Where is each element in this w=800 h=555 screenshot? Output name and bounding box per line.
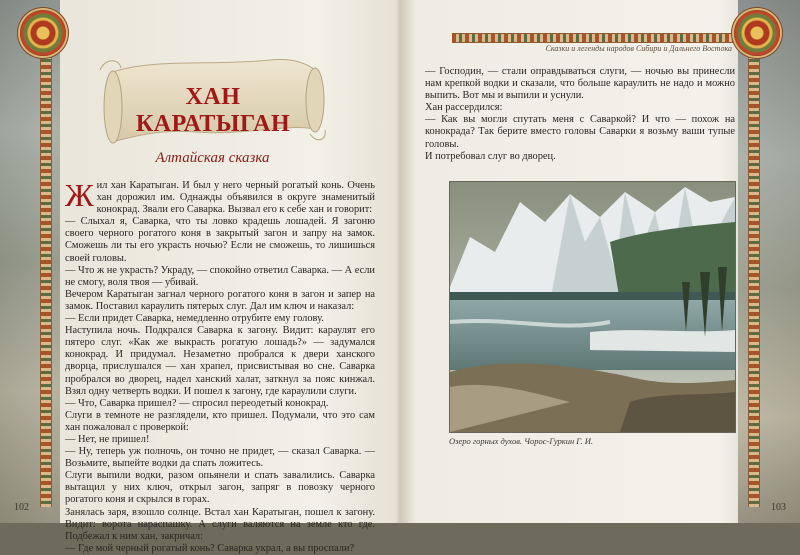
paragraph: Жил хан Каратыган. И был у него черный рогатый конь. Очень хан дорожил им. Однажды объявился в округе знаменитый конокрад. Звали его Саварка. Вызвал его к себе хан и говорит: xyxy=(65,177,375,216)
paragraph: — Что, Саварка пришел? — спросил переодетый конокрад. xyxy=(65,397,329,409)
story-title: ХАН КАРАТЫГАН xyxy=(135,84,291,137)
paragraph: — Господин, — стали оправдываться слуги, — ночью вы принесли нам крепкой водки и сказали, что больше караулить не надо и можно выпить. Вот мы и выпили и уснули. xyxy=(425,66,735,102)
paragraph: Слуги в темноте не разглядели, кто пришел. Подумали, что это сам хан пожаловал с проверкой: xyxy=(65,409,375,433)
paragraph: — Как вы могли спутать меня с Саваркой? И что — похож на конокрада? Так берите вместо головы Саварки я возьму ваши тупые головы. xyxy=(425,114,735,150)
ornament-medallion-right xyxy=(734,10,780,56)
painting-caption: Озеро горных духов. Чорос-Гуркин Г. И. xyxy=(449,436,594,446)
page-number-right: 103 xyxy=(771,502,786,513)
paragraph: — Нет, не пришел! xyxy=(65,433,150,445)
paragraph: Хан рассердился: xyxy=(425,102,503,114)
page-number-left: 102 xyxy=(14,502,29,513)
right-page-text xyxy=(425,66,735,163)
paragraph: Вечером Каратыган загнал черного рогатого коня в загон и запер на замок. Поставил караулить пятерых слуг. Дал им ключ и наказал: xyxy=(65,288,375,312)
top-ornament-band xyxy=(452,33,738,43)
story-subtitle: Алтайская сказка xyxy=(155,150,270,166)
paragraph: Занялась заря, взошло солнце. Встал хан Каратыган, пошел к загону. Видит: ворота нараспашку. А слуги валяются на земле кто где. Подбежал к ним хан, закричал: xyxy=(65,506,375,542)
left-page-text xyxy=(65,177,375,555)
paragraph: — Что ж не украсть? Украду, — спокойно ответил Саварка. — А если не смогу, воля твоя — убивай. xyxy=(65,264,375,288)
drop-cap: Ж xyxy=(65,177,94,213)
paragraph: — Слыхал я, Саварка, что ты ловко крадешь лошадей. Я загоню своего черного рогатого коня в закрытый загон и запру на замок. Сможешь ли ты его украсть ночью? Если не сможешь, то лишишься своей головы. xyxy=(65,216,375,264)
paragraph: И потребовал слуг во дворец. xyxy=(425,150,556,162)
running-header: Сказки и легенды народов Сибири и Дальнего Востока xyxy=(545,44,732,53)
paragraph: — Где мой черный рогатый конь? Саварка украл, а вы проспали? xyxy=(65,542,355,554)
ornament-medallion-left xyxy=(20,10,66,56)
paragraph: — Ну, теперь уж полночь, он точно не придет, — сказал Саварка. — Возьмите, выпейте водки да спать ложитесь. xyxy=(65,446,375,470)
paragraph: Наступила ночь. Подкрался Саварка к загону. Видит: караулят его пятеро слуг. «Как же выкрасть рогатую лошадь?» — задумался конокрад. И придумал. Незаметно пробрался к двери ханского дворца, прислушался — хан храпел, присвистывая во сне. Саварка пробрался во дворец, надел ханский халат, заткнул за пояс кинжал. Взял одну четверть водки. И пошел к загону, где караулили слуги. xyxy=(65,325,375,397)
left-ornament-border xyxy=(40,52,52,507)
paragraph: — Если придет Саварка, немедленно отрубите ему голову. xyxy=(65,313,324,325)
paragraph: Слуги выпили водки, разом опьянели и спать завалились. Саварка вытащил у них ключ, открыл загон, запряг в повозку черного рогатого коня и скрылся в горах. xyxy=(65,470,375,506)
mountain-lake-painting xyxy=(449,181,736,433)
right-ornament-border xyxy=(748,52,760,507)
